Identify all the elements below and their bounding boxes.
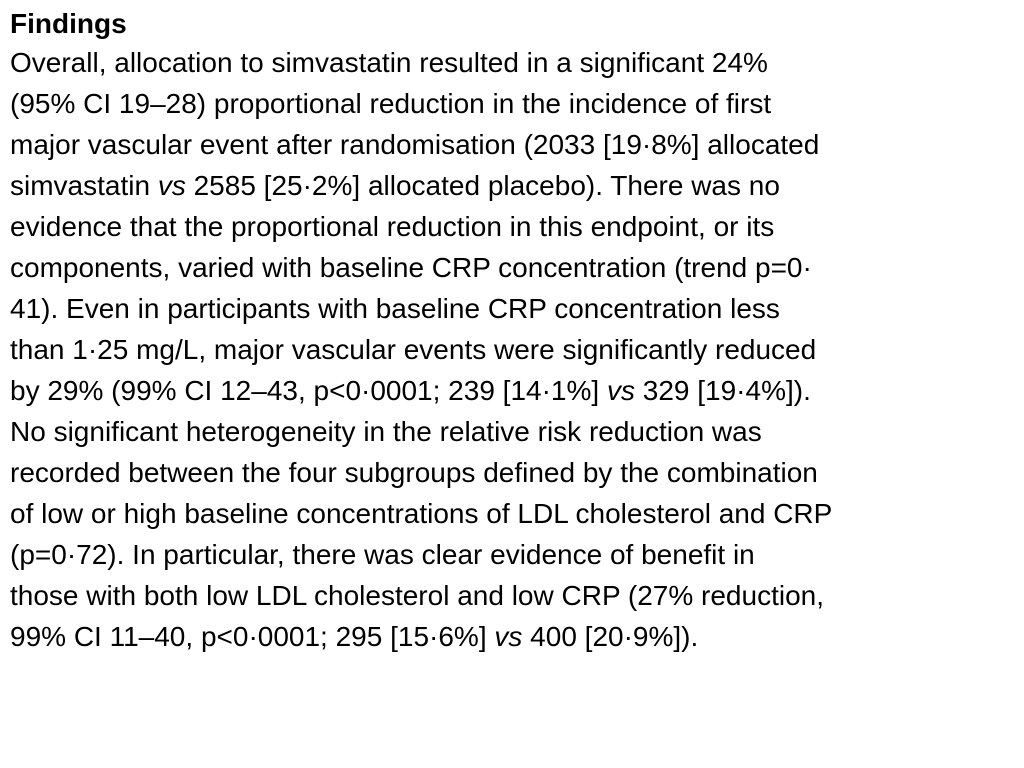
paragraph-line (10, 575, 1020, 616)
section-heading: Findings (10, 8, 127, 39)
paragraph-text: (95% CI 19–28) proportional reduction in the incidence of first (10, 88, 772, 119)
paragraph-line (10, 165, 1020, 206)
paragraph-line (10, 206, 1020, 247)
paragraph-text: 99% CI 11–40, p<0·0001; 295 [15·6%] (10, 621, 495, 652)
paragraph-line (10, 493, 1020, 534)
paragraph-line (10, 370, 1020, 411)
paragraph-text: components, varied with baseline CRP concentration (trend p=0· (10, 252, 812, 283)
paragraph-line (10, 534, 1020, 575)
paragraph-text: No significant heterogeneity in the relative risk reduction was (10, 416, 762, 447)
paragraph-text: major vascular event after randomisation (2033 [19·8%] allocated (10, 129, 820, 160)
italic-vs-text: vs (606, 375, 635, 406)
paragraph-text: recorded between the four subgroups defined by the combination (10, 457, 818, 488)
paragraph-line (10, 288, 1020, 329)
paragraph-text: those with both low LDL cholesterol and low CRP (27% reduction, (10, 580, 824, 611)
paragraph-line (10, 329, 1020, 370)
paragraph-text: (p=0·72). In particular, there was clear evidence of benefit in (10, 539, 755, 570)
paragraph-text: 2585 [25·2%] allocated placebo). There was no (185, 170, 780, 201)
paragraph-text: by 29% (99% CI 12–43, p<0·0001; 239 [14·1%] (10, 375, 607, 406)
paragraph-text: 400 [20·9%]). (522, 621, 699, 652)
paragraph-line (10, 452, 1020, 493)
paragraph-line (10, 411, 1020, 452)
paragraph-text: than 1·25 mg/L, major vascular events were significantly reduced (10, 334, 817, 365)
italic-vs-text: vs (494, 621, 523, 652)
paragraph-text: simvastatin (10, 170, 158, 201)
paragraph-line (10, 124, 1020, 165)
paragraph-text: 329 [19·4%]). (634, 375, 811, 406)
paragraph-line (10, 42, 1020, 83)
paragraph-line (10, 616, 1020, 657)
findings-slide (10, 6, 1020, 657)
paragraph-text: 41). Even in participants with baseline CRP concentration less (10, 293, 780, 324)
paragraph-line (10, 83, 1020, 124)
paragraph-text: Overall, allocation to simvastatin resulted in a significant 24% (10, 47, 768, 78)
paragraph-text: of low or high baseline concentrations of LDL cholesterol and CRP (10, 498, 833, 529)
paragraph-line (10, 247, 1020, 288)
findings-paragraph (10, 42, 1020, 657)
italic-vs-text: vs (157, 170, 186, 201)
paragraph-text: evidence that the proportional reduction in this endpoint, or its (10, 211, 775, 242)
